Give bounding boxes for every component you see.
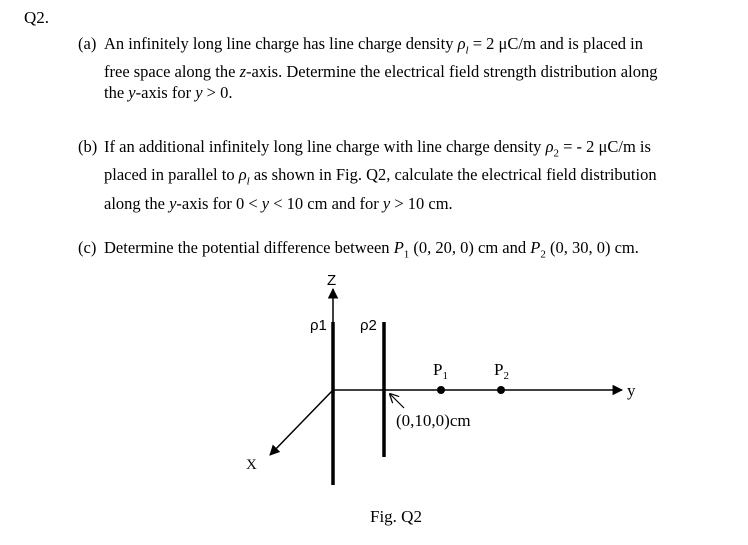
text: placed in parallel to <box>104 165 239 185</box>
y-axis-label: y <box>627 381 636 400</box>
y-var: y <box>169 193 177 213</box>
rho2-label: ρ2 <box>360 317 377 334</box>
coord-label: (0,10,0)cm <box>396 411 471 430</box>
text: If an additional infinitely long line charge with line charge density <box>104 137 546 156</box>
text: > 10 cm. <box>390 193 453 213</box>
subscript: 1 <box>403 248 410 261</box>
part-c-label: (c) <box>78 238 97 257</box>
rho-subscript: l <box>246 175 250 188</box>
p2-subscript: 2 <box>503 370 509 382</box>
text: = 2 μC/m and is placed in <box>468 34 643 53</box>
text: -axis for 0 < <box>176 193 262 213</box>
rho-symbol: ρ <box>238 165 247 185</box>
point-p2: P <box>530 238 541 257</box>
text: (0, 20, 0) cm and <box>409 238 531 257</box>
point-p1: P <box>393 238 404 257</box>
point-p2-marker <box>497 386 505 394</box>
text: as shown in Fig. Q2, calculate the electrical field distribution <box>249 165 657 185</box>
text: (0, 30, 0) cm. <box>545 238 639 257</box>
part-a-label: (a) <box>78 34 97 53</box>
text: -axis. Determine the electrical field strength distribution along <box>246 62 658 82</box>
coord-pointer-arrow <box>390 394 404 408</box>
y-var: y <box>382 193 391 213</box>
text: -axis for <box>135 83 196 103</box>
text: > 0. <box>202 83 233 103</box>
x-axis-label: X <box>246 457 257 473</box>
rho-subscript: 2 <box>553 147 559 160</box>
x-axis <box>270 390 333 455</box>
point-p1-marker <box>437 386 445 394</box>
subscript: 2 <box>540 248 546 261</box>
y-var: y <box>195 83 203 103</box>
text: the <box>104 83 129 103</box>
question-number: Q2. <box>24 8 50 27</box>
part-b-label: (b) <box>78 137 98 156</box>
text: < 10 cm and for <box>269 193 383 213</box>
rho1-label: ρ1 <box>310 317 327 334</box>
text: along the <box>104 193 170 213</box>
text: An infinitely long line charge has line charge density <box>104 34 458 53</box>
p2-letter: P <box>494 360 504 379</box>
text: free space along the <box>104 62 240 82</box>
rho-symbol: ρ <box>457 34 466 53</box>
rho-symbol: ρ <box>545 137 554 156</box>
y-var: y <box>261 193 270 213</box>
z-var: z <box>239 62 247 82</box>
p1-letter: P <box>433 360 443 379</box>
y-var: y <box>128 83 136 103</box>
rho-subscript: l <box>465 44 469 57</box>
figure-caption: Fig. Q2 <box>370 507 422 526</box>
p1-label <box>433 360 448 382</box>
text: Determine the potential difference between <box>104 238 394 257</box>
p2-label <box>494 360 509 382</box>
text: = - 2 μC/m is <box>558 137 651 156</box>
z-axis-label: Z <box>327 272 337 289</box>
p1-subscript: 1 <box>442 370 448 382</box>
